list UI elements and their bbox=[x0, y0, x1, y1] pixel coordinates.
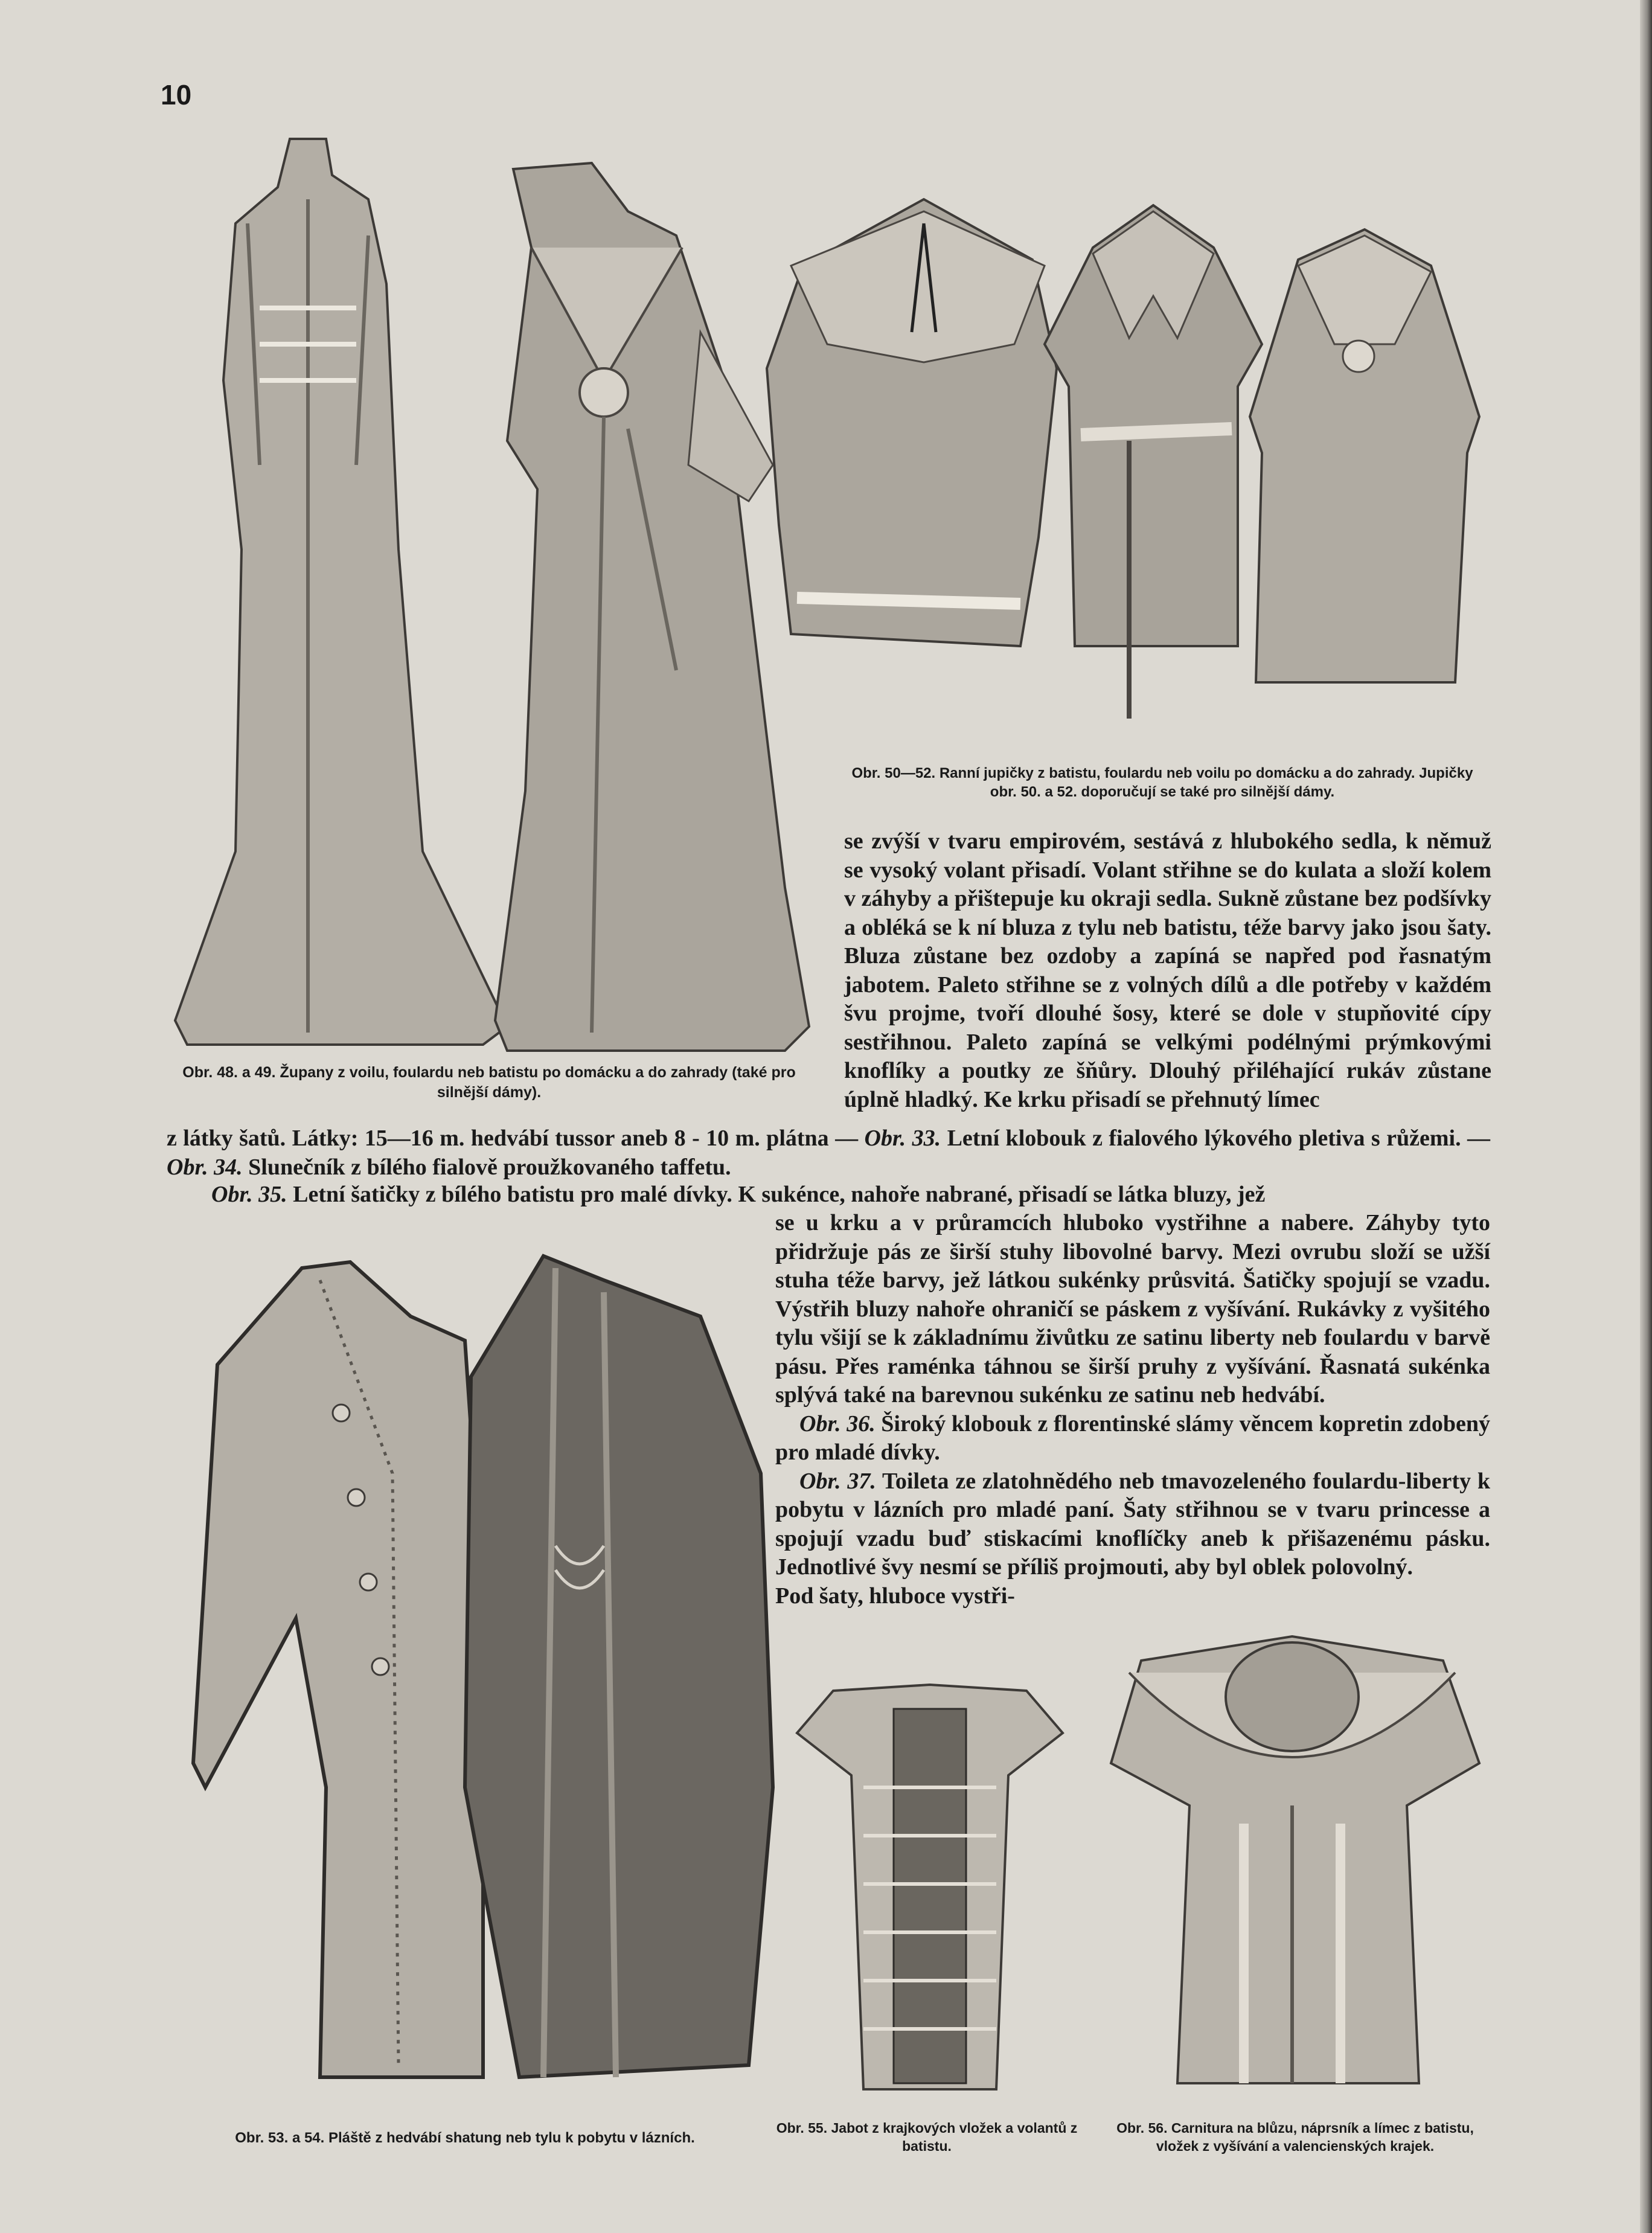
paragraph-continued: Pod šaty, hluboce vystři- bbox=[775, 1583, 1015, 1609]
text-wide-line-35 bbox=[211, 1181, 1490, 1209]
figure-reference-37: Obr. 37. bbox=[799, 1468, 876, 1494]
page-number: 10 bbox=[161, 79, 192, 111]
illustration-cloaks bbox=[181, 1244, 785, 2113]
paragraph-spa-toilette bbox=[775, 1467, 1490, 1582]
caption-fig-48-49: Obr. 48. a 49. Župany z voilu, foulardu neb batistu po domácku a do zahrady (také pro silnější dámy). bbox=[182, 1064, 796, 1101]
caption-fig-53-54: Obr. 53. a 54. Pláště z hedvábí shatung neb tylu k pobytu v lázních. bbox=[235, 2130, 695, 2146]
text-column-right-1 bbox=[844, 827, 1491, 1114]
figure-reference-36: Obr. 36. bbox=[799, 1411, 876, 1437]
text-spa-toilette: Toileta ze zlatohnědého neb tmavozeleného foulardu-liberty k pobytu v lázních pro mladé paní. Šaty střihnou se v tvaru princesse a spojují vzadu buď stiskacími knoflíčky aneb k přišazenému pásku. Jednotlivé švy nesmí se příliš projmouti, aby byl oblek polovolný. bbox=[775, 1468, 1490, 1580]
paragraph-florentine-hat bbox=[775, 1410, 1490, 1467]
illustration-morning-jackets bbox=[755, 187, 1503, 731]
illustration-dressing-gowns bbox=[169, 127, 833, 1069]
text-parasol: Slunečník z bílého fialově proužkovaného taffetu. bbox=[248, 1154, 731, 1180]
illustration-blouse-garniture bbox=[1093, 1624, 1491, 2113]
text-girls-dress: Letní šatičky z bílého batistu pro malé dívky. K sukénce, nahoře nabrané, přisadí se látka bluzy, jež bbox=[293, 1182, 1266, 1207]
text-fabric: z látky šatů. Látky: 15—16 m. hedvábí tussor aneb 8 - 10 m. plátna — bbox=[167, 1126, 859, 1151]
caption-fig-56: Obr. 56. Carnitura na blůzu, náprsník a límec z batistu, vložek z vyšívání a valencienských krajek. bbox=[1116, 2120, 1474, 2154]
text-summer-hat: Letní klobouk z fialového lýkového pletiva s růžemi. — bbox=[947, 1126, 1491, 1151]
figure-reference-33: Obr. 33. bbox=[864, 1126, 941, 1151]
page-edge-shadow bbox=[1640, 0, 1652, 2233]
paragraph-fabric-and-hat bbox=[167, 1124, 1490, 1182]
paragraph-girls-dress-intro bbox=[211, 1181, 1490, 1209]
text-column-right-2 bbox=[775, 1209, 1490, 1610]
paragraph-empire-dress: se zvýší v tvaru empirovém, sestává z hlubokého sedla, k němuž se vysoký volant přisadí. Volant střihne se do kulata a složí kolem v záhyby a přištepuje ku okraji sedla. Sukně zůstane bez podšívky a obléká se k ní bluza z tylu neb batistu, téže barvy jako jsou šaty. Bluza zůstane bez ozdoby a zapíná se napřed pod řasnatým jabotem. Paleto střihne se z volných dílů a dle potřeby v každém švu projme, tvoří dlouhé šosy, které se dole v stupňovité cípy sestřihnou. Paleto zapíná se velkými podélnými prýmkovými knoflíky a poutky ze šňůry. Dlouhý přiléhající rukáv zůstane úplně hladký. Ke krku přisadí se přehnutý límec bbox=[844, 828, 1491, 1112]
illustration-jabot bbox=[779, 1679, 1081, 2113]
paragraph-girls-dress: se u krku a v průramcích hluboko vystřihne a nabere. Záhyby tyto přidržuje pás ze širší stuhy libovolné barvy. Mezi ovrubu složí se užší stuha téže barvy, jež látkou sukénky průsvitá. Šatičky spojují se vzadu. Výstřih bluzy nahoře ohraničí se páskem z vyšívání. Rukávky z vyšitého tylu všijí se k základnímu živůtku ze satinu liberty neb foulardu v barvě pásu. Přes raménka táhnou se širší pruhy z vyšívání. Řasnatá sukénka splývá také na barevnou sukénku ze satinu neb hedvábí. bbox=[775, 1210, 1490, 1408]
text-florentine-hat: Široký klobouk z florentinské slámy věncem kopretin zdobený pro mladé dívky. bbox=[775, 1411, 1491, 1465]
text-wide-block bbox=[167, 1124, 1490, 1182]
caption-fig-55: Obr. 55. Jabot z krajkových vložek a volantů z batistu. bbox=[776, 2120, 1078, 2154]
figure-reference-35: Obr. 35. bbox=[211, 1182, 287, 1207]
figure-reference-34: Obr. 34. bbox=[167, 1154, 243, 1180]
caption-fig-50-52: Obr. 50—52. Ranní jupičky z batistu, foulardu neb voilu po domácku a do zahrady. Jupičky obr. 50. a 52. doporučují se také pro silnější dámy. bbox=[851, 765, 1473, 801]
